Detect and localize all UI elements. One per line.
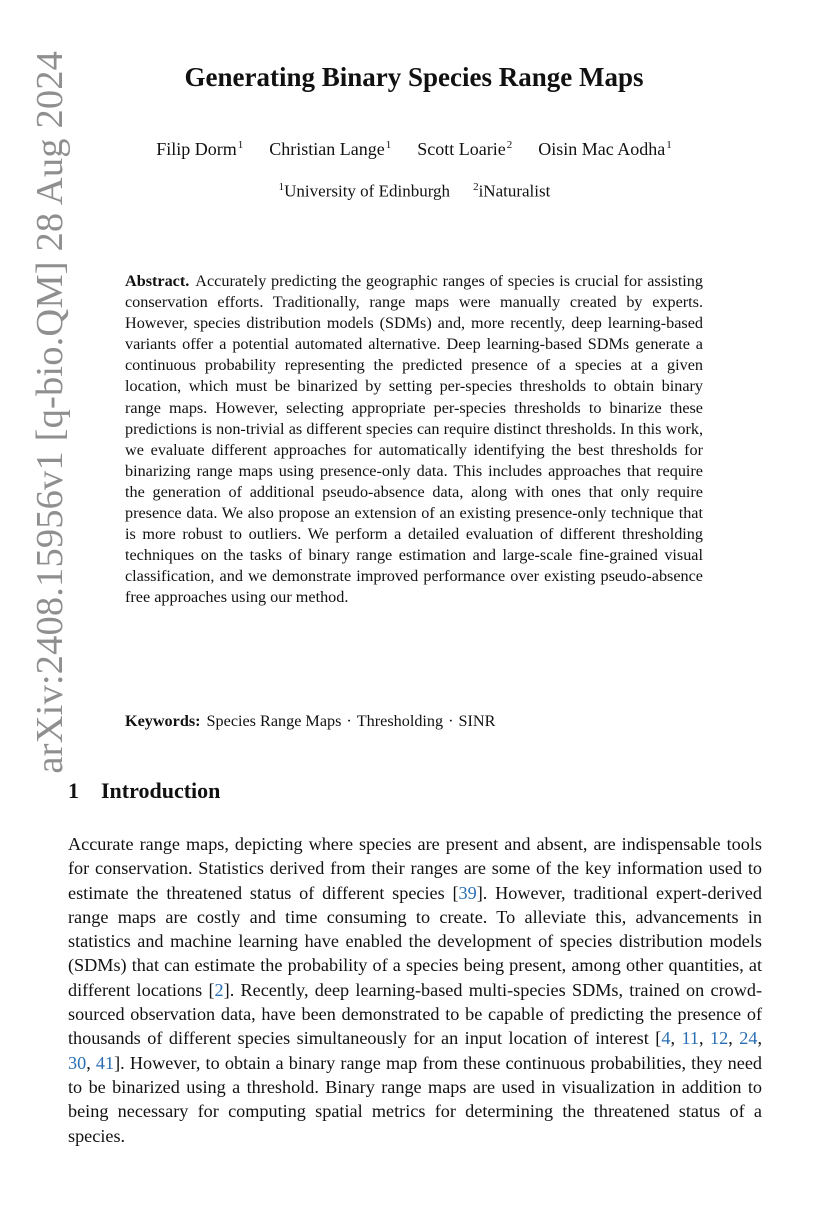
author-affiliation-mark: 1: [666, 139, 672, 151]
affiliation: [472, 181, 550, 202]
keyword-separator: ·: [346, 712, 352, 730]
author: [156, 139, 243, 160]
citation-link[interactable]: 12: [710, 1028, 729, 1049]
affiliation-name: iNaturalist: [478, 181, 551, 201]
abstract-label: Abstract.: [125, 272, 190, 290]
affiliation-list: [0, 181, 828, 202]
citation-link[interactable]: 4: [661, 1028, 671, 1049]
author-affiliation-mark: 1: [237, 139, 244, 151]
intro-text-run: ,: [699, 1028, 711, 1049]
intro-text-run: ]. Recently, deep learning-based multi-species SDMs, trained on crowd-sourced observation data, have been demonstrated to be capable of predicting the presence of thousands of different species simultaneously for an input location of interest [: [68, 979, 763, 1049]
author-name: Oisin Mac Aodha: [538, 139, 666, 159]
section-heading: [68, 778, 220, 804]
arxiv-identifier-text: arXiv:2408.15956v1 [q-bio.QM] 28 Aug 2024: [28, 50, 71, 774]
intro-text-run: ]. However, to obtain a binary range map from these continuous probabilities, they need to be binarized using a threshold. Binary range maps are used in visualization in addition to being necessary for computing spatial metrics for determining the threatened status of a species.: [68, 1052, 762, 1146]
author-affiliation-mark: 2: [506, 139, 513, 151]
intro-text-run: ,: [86, 1052, 96, 1073]
paper-title: Generating Binary Species Range Maps: [184, 62, 644, 92]
author-name: Scott Loarie: [417, 139, 506, 159]
citation-link[interactable]: 39: [458, 882, 477, 903]
abstract: [125, 271, 703, 609]
intro-text-run: Accurate range maps, depicting where species are present and absent, are indispensable tools for conservation. Statistics derived from their ranges are some of the key information used to estimate the threatened status of different species [: [68, 834, 762, 903]
keyword-separator: ·: [448, 712, 454, 730]
citation-link[interactable]: 41: [95, 1052, 115, 1073]
section-title: Introduction: [101, 778, 221, 803]
affiliation: [278, 181, 450, 202]
author-affiliation-mark: 1: [385, 139, 392, 151]
author-name: Christian Lange: [269, 139, 385, 159]
citation-link[interactable]: 24: [739, 1028, 758, 1049]
keyword: SINR: [458, 712, 496, 730]
abstract-text: Accurately predicting the geographic ranges of species is crucial for assisting conservation efforts. Traditionally, range maps were manually created by experts. However, species distribution models (SDMs) and, more recently, deep learning-based variants offer a potential automated alternative. Deep learning-based SDMs generate a continuous probability representing the predicted presence of a species at a given location, which must be binarized by setting per-species thresholds to obtain binary range maps. However, selecting appropriate per-species thresholds to binarize these predictions is non-trivial as different species can require distinct thresholds. In this work, we evaluate different approaches for automatically identifying the best thresholds for binarizing range maps using presence-only data. This includes approaches that require the generation of additional pseudo-absence data, along with ones that only require presence data. We also propose an extension of an existing presence-only technique that is more robust to outliers. We perform a detailed evaluation of different thresholding techniques on the tasks of binary range estimation and large-scale fine-grained visual classification, and we demonstrate improved performance over existing pseudo-absence free approaches using our method.: [125, 272, 703, 607]
intro-text-run: ,: [728, 1028, 740, 1049]
citation-link[interactable]: 30: [68, 1052, 87, 1073]
author: [417, 139, 512, 160]
affiliation-name: University of Edinburgh: [284, 181, 451, 201]
section-number: 1: [68, 778, 79, 803]
citation-link[interactable]: 11: [681, 1028, 699, 1049]
author-name: Filip Dorm: [156, 139, 237, 159]
author: [269, 139, 391, 160]
author: [538, 139, 671, 160]
author-list: [0, 139, 828, 160]
keywords-label: Keywords:: [125, 712, 201, 730]
keywords: [125, 711, 703, 732]
keyword: Thresholding: [356, 712, 444, 730]
intro-text-run: ]. However, traditional expert-derived range maps are costly and time consuming to create. To alleviate this, advancements in statistics and machine learning have enabled the development of species distribution models (SDMs) that can estimate the probability of a species being present, among other quantities, at different locations [: [68, 882, 762, 1000]
affiliation-mark: 1: [278, 181, 285, 193]
introduction-paragraph: [68, 832, 762, 1148]
intro-text-run: ,: [670, 1028, 682, 1049]
intro-text-run: ,: [757, 1028, 763, 1049]
affiliation-mark: 2: [473, 181, 479, 193]
keyword: Species Range Maps: [206, 712, 342, 730]
citation-link[interactable]: 2: [214, 979, 224, 1000]
